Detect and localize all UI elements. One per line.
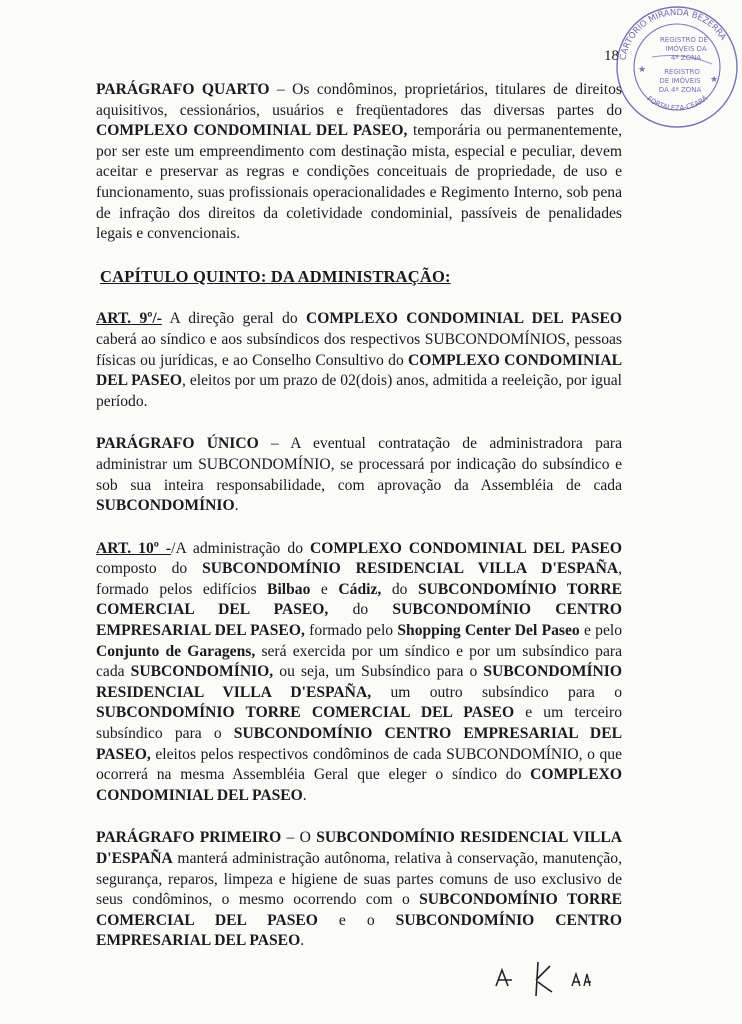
paragraph-unico: PARÁGRAFO ÚNICO – A eventual contratação de administradora para administrar um SUBCONDOMÍNIO, se processará por indicação do subsíndico e sob sua inteira responsabilidade, com aprovação da Assembléia de cada SUBCONDOMÍNIO.	[96, 435, 622, 515]
stamp-line: 4ª ZONA	[670, 54, 702, 62]
svg-text:FORTALEZA-CEARÁ	[645, 93, 709, 112]
svg-text:★: ★	[638, 64, 647, 74]
chapter-title: CAPÍTULO QUINTO: DA ADMINISTRAÇÃO:	[100, 266, 451, 286]
stamp-line: DE IMÓVEIS	[659, 77, 701, 85]
stamp-line: IMÓVEIS DA	[665, 45, 707, 53]
paragraph-heading: PARÁGRAFO PRIMEIRO	[96, 829, 282, 847]
page-number: 18	[604, 48, 619, 64]
handwritten-initials	[488, 956, 618, 1006]
article-label: ART. 9º/-	[96, 310, 162, 328]
paragraph-heading: PARÁGRAFO ÚNICO	[96, 435, 259, 453]
paragraph-primeiro: PARÁGRAFO PRIMEIRO – O SUBCONDOMÍNIO RESIDENCIAL VILLA D'ESPAÑA manterá administração autônoma, relativa à conservação, manutenção, segurança, reparos, limpeza e higiene de suas partes comuns de uso exclusivo de seus condôminos, o mesmo ocorrendo com o SUBCONDOMÍNIO TORRE COMERCIAL DEL PASEO e o SUBCONDOMÍNIO CENTRO EMPRESARIAL DEL PASEO.	[96, 829, 622, 950]
stamp-line: REGISTRO	[664, 68, 700, 76]
stamp-bottom-text: FORTALEZA-CEARÁ	[645, 94, 710, 113]
paragraph-quarto: PARÁGRAFO QUARTO – Os condôminos, proprietários, titulares de direitos aquisitivos, cessionários, usuários e freqüentadores das diversas partes do COMPLEXO CONDOMINIAL DEL PASEO, temporária ou permanentemente, por ser este um empreendimento com destinação mista, especial e peculiar, devem aceitar e preservar as regras e condições conceituais de propriedade, de uso e funcionamento, suas profissionais operacionalidades e Regimento Interno, sob pena de infração dos direitos da coletividade condominial, passíveis de penalidades legais e convencionais.	[96, 81, 623, 243]
svg-text:★: ★	[710, 74, 719, 84]
notary-stamp	[612, 2, 742, 132]
article-10: ART. 10º -/A administração do COMPLEXO CONDOMINIAL DEL PASEO composto do SUBCONDOMÍNIO RESIDENCIAL VILLA D'ESPAÑA, formado pelos edifícios Bilbao e Cádiz, do SUBCONDOMÍNIO TORRE COMERCIAL DEL PASEO, do SUBCONDOMÍNIO CENTRO EMPRESARIAL DEL PASEO, formado pelo Shopping Center Del Paseo e pelo Conjunto de Garagens, será exercida por um síndico e por um subsíndico para cada SUBCONDOMÍNIO, ou seja, um Subsíndico para o SUBCONDOMÍNIO RESIDENCIAL VILLA D'ESPAÑA, um outro subsíndico para o SUBCONDOMÍNIO TORRE COMERCIAL DEL PASEO e um terceiro subsíndico para o SUBCONDOMÍNIO CENTRO EMPRESARIAL DEL PASEO, eleitos pelos respectivos condôminos de cada SUBCONDOMÍNIO, o que ocorrerá na mesma Assembléia Geral que eleger o síndico do COMPLEXO CONDOMINIAL DEL PASEO.	[96, 539, 623, 804]
stamp-ring-text: CARTÓRIO MIRANDA BEZERRA	[618, 7, 728, 62]
article-label: ART. 10º -	[96, 539, 172, 557]
document-body	[96, 80, 622, 952]
stamp-line: REGISTRO DE	[660, 36, 708, 44]
article-9: ART. 9º/- A direção geral do COMPLEXO CONDOMINIAL DEL PASEO caberá ao síndico e aos subsíndicos dos respectivos SUBCONDOMÍNIOS, pessoas físicas ou jurídicas, e ao Conselho Consultivo do COMPLEXO CONDOMINIAL DEL PASEO, eleitos por um prazo de 02(dois) anos, admitida a reeleição, por igual período.	[96, 310, 622, 410]
paragraph-heading: PARÁGRAFO QUARTO	[96, 81, 270, 98]
stamp-line: DA 4ª ZONA	[658, 86, 702, 94]
